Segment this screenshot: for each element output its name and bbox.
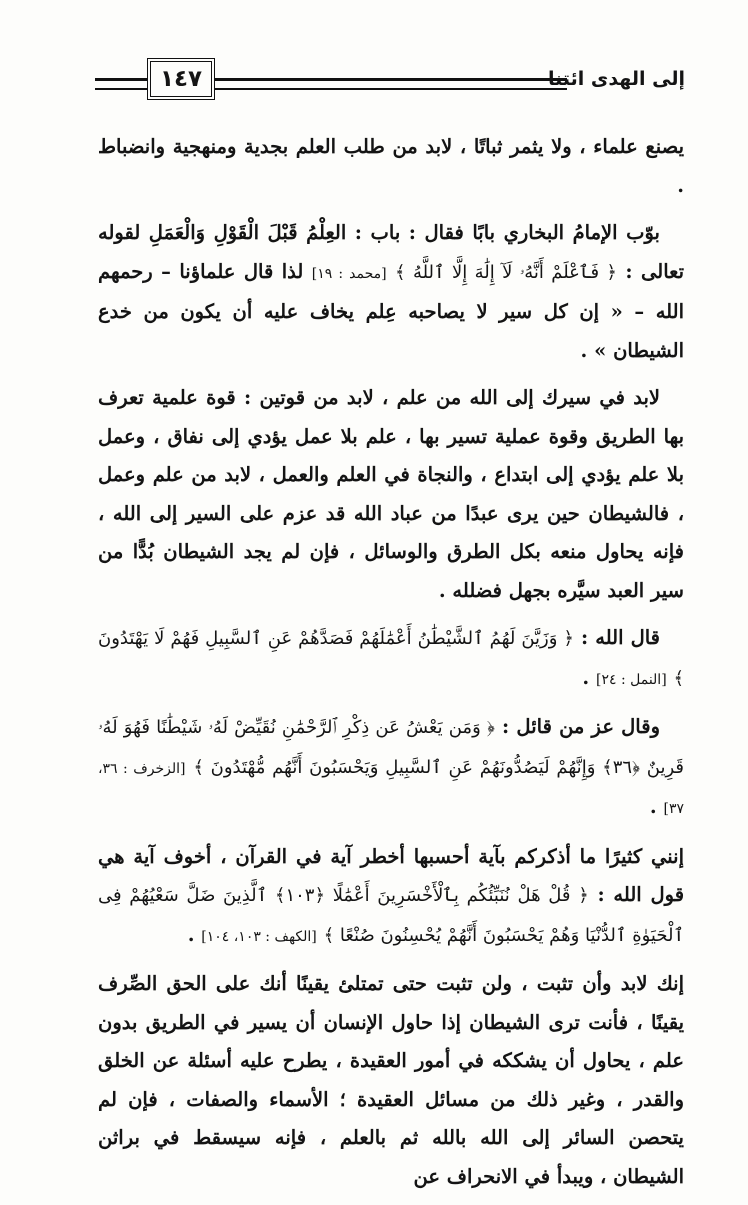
header-rule xyxy=(215,78,567,90)
paragraph-4-text-a: قال الله : xyxy=(573,626,661,649)
paragraph-5-text-b: . xyxy=(649,795,664,818)
page-header xyxy=(95,52,685,112)
header-rule-left xyxy=(95,78,147,90)
paragraph-2 xyxy=(98,214,684,370)
verse-reference: [النمل : ٢٤] xyxy=(595,671,667,688)
paragraph-6-text-a: إنني كثيرًا ما أذكركم بآية أحسبها أخطر آية في القرآن ، أخوف آية هي قول الله : xyxy=(98,844,685,906)
paragraph-6-text-b: . xyxy=(187,922,202,946)
paragraph-2-text-b: لذا قال علماؤنا – رحمهم الله – « إن كل سير لا يصاحبه عِلم يخاف عليه أن يكون من خدع الشيطان » . xyxy=(98,259,684,362)
paragraph-4 xyxy=(98,619,684,699)
quran-verse: ﴿ وَمَن يَعْشُ عَن ذِكْرِ ٱلرَّحْمَٰنِ نُقَيِّضْ لَهُۥ شَيْطَٰنًا فَهُوَ لَهُۥ قَرِينٌ ﴿٣٦﴾ وَإِنَّهُمْ لَيَصُدُّونَهُمْ عَنِ ٱلسَّبِيلِ وَيَحْسَبُونَ أَنَّهُم مُّهْتَدُونَ ﴾ xyxy=(98,717,684,778)
running-title: إلى الهدى ائتنا xyxy=(548,68,685,90)
quran-verse: ﴿ وَزَيَّنَ لَهُمُ ٱلشَّيْطَٰنُ أَعْمَٰلَهُمْ فَصَدَّهُمْ عَنِ ٱلسَّبِيلِ فَهُمْ لَا يَهْتَدُونَ ﴾ xyxy=(98,628,684,689)
page-body xyxy=(98,128,684,1205)
paragraph-3: لابد في سيرك إلى الله من علم ، لابد من قوتين : قوة علمية تعرف بها الطريق وقوة عملية تسير بها ، علم بلا عمل يؤدي إلى نفاق ، وعمل بلا علم يؤدي إلى ابتداع ، والنجاة في العلم والعمل ، لابد من علم وعمل ، فالشيطان حين يرى عبدًا من عباد الله قد عزم على السير إلى الله ، فإنه يحاول منعه بكل الطرق والوسائل ، فإن لم يجد الشيطان بُدًّا من سير العبد سيَّره بجهل فضلله . xyxy=(98,386,684,602)
paragraph-2-text-a: بوّب الإمامُ البخاري بابًا فقال : باب : العِلْمُ قَبْلَ الْقَوْلِ وَالْعَمَلِ لقوله تعالى : xyxy=(98,221,684,283)
verse-reference: [الكهف : ١٠٣، ١٠٤] xyxy=(201,928,317,945)
verse-reference: [محمد : ١٩] xyxy=(311,265,387,282)
paragraph-1: يصنع علماء ، ولا يثمر ثباتًا ، لابد من طلب العلم بجدية ومنهجية وانضباط . xyxy=(98,135,684,197)
page-number: ١٤٧ xyxy=(147,58,215,100)
paragraph-6 xyxy=(98,838,684,957)
paragraph-7: إنك لابد وأن تثبت ، ولن تثبت حتى تمتلئ يقينًا أنك على الحق الصِّرف يقينًا ، فأنت ترى الشيطان إذا حاول الإنسان أن يسير في الطريق بدون علم ، يحاول أن يشككه في أمور العقيدة ، يطرح عليه أسئلة عن الخلق والقدر ، وغير ذلك من مسائل العقيدة ؛ الأسماء والصفات ، فإن لم يتحصن السائر إلى الله بالله ثم بالعلم ، فإنه سيسقط في براثن الشيطان ، ويبدأ في الانحراف عن xyxy=(98,972,684,1188)
quran-verse: ﴿ فَٱعْلَمْ أَنَّهُۥ لَآ إِلَٰهَ إِلَّا ٱللَّهُ ﴾ xyxy=(395,261,617,283)
quran-verse: ﴿ قُلْ هَلْ نُنَبِّئُكُم بِٱلْأَخْسَرِينَ أَعْمَٰلًا ﴿١٠٣﴾ ٱلَّذِينَ ضَلَّ سَعْيُهُمْ فِى ٱلْحَيَوٰةِ ٱلدُّنْيَا وَهُمْ يَحْسَبُونَ أَنَّهُمْ يُحْسِنُونَ صُنْعًا ﴾ xyxy=(98,885,684,946)
paragraph-5-text-a: وقال عز من قائل : xyxy=(494,715,660,738)
paragraph-4-text-b: . xyxy=(582,665,596,689)
verse-reference: [الزخرف : ٣٦، ٣٧] xyxy=(98,760,684,817)
paragraph-5 xyxy=(98,708,684,829)
